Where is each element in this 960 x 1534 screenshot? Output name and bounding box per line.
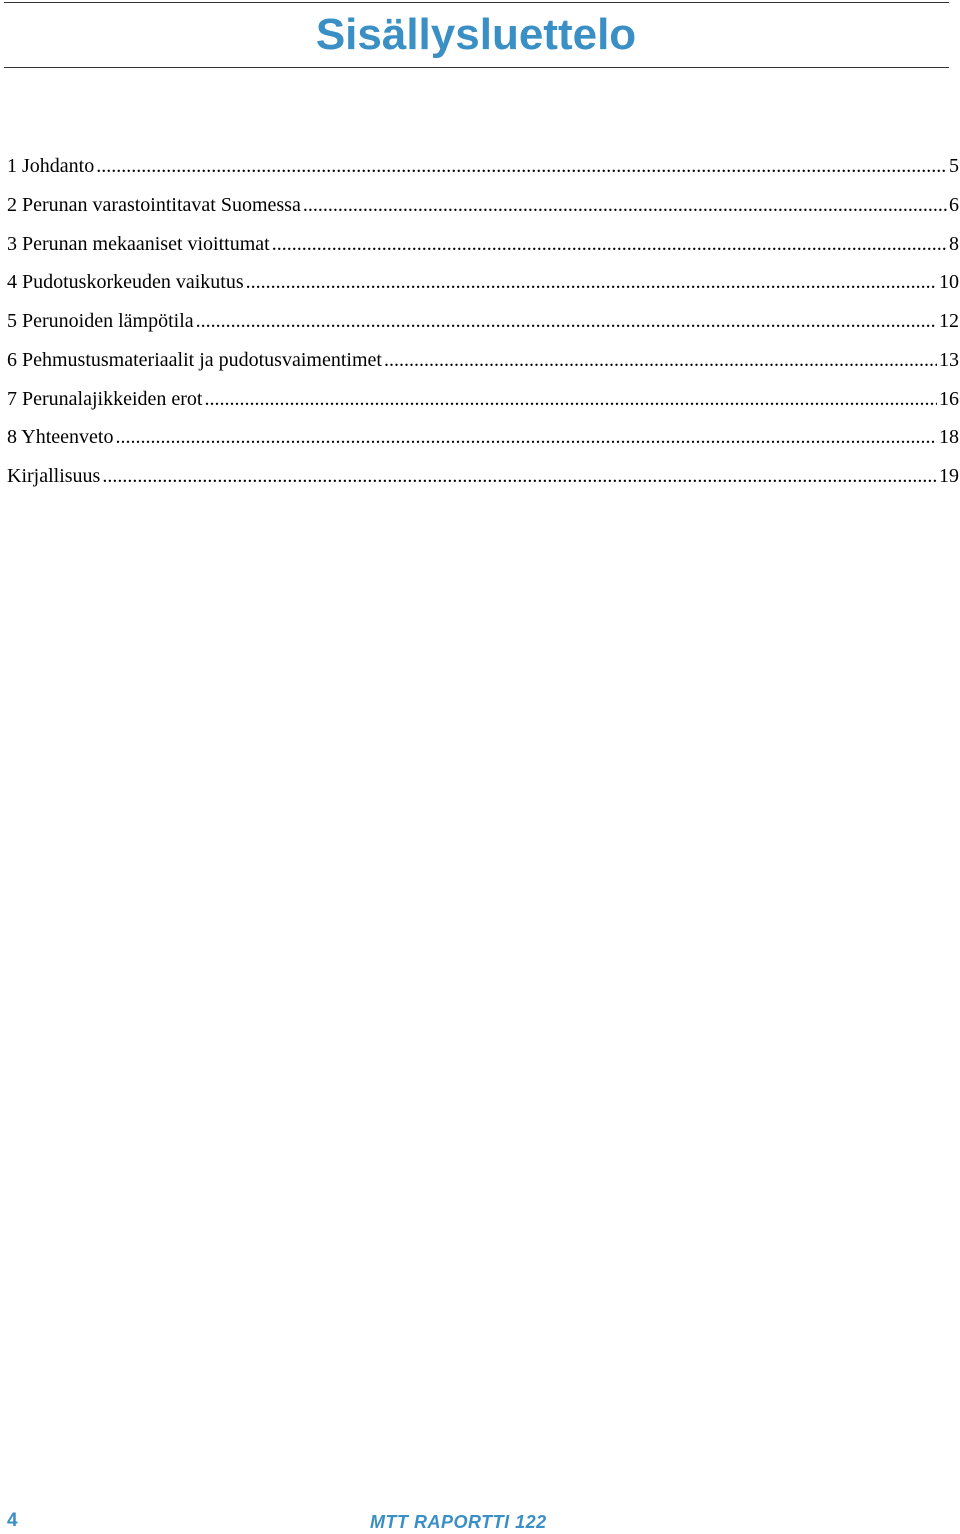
toc-dot-leader bbox=[96, 150, 947, 182]
toc-entry-label: Kirjallisuus bbox=[7, 465, 101, 487]
toc-entry-page: 18 bbox=[939, 426, 959, 449]
toc-entry-page: 10 bbox=[939, 271, 959, 294]
top-rule bbox=[4, 2, 949, 3]
toc-dot-leader bbox=[303, 189, 947, 221]
page-title: Sisällysluettelo bbox=[315, 10, 637, 59]
toc-entry-label: 7 Perunalajikkeiden erot bbox=[7, 387, 203, 410]
toc-entry-label: 3 Perunan mekaaniset vioittumat bbox=[7, 232, 270, 255]
table-of-contents bbox=[7, 150, 959, 499]
footer-series-title: MTT RAPORTTI 122 bbox=[370, 1512, 547, 1532]
toc-entry-label: 8 Yhteenveto bbox=[7, 426, 114, 449]
toc-entry-label: 4 Pudotuskorkeuden vaikutus bbox=[7, 271, 244, 294]
title-underline bbox=[4, 67, 949, 68]
toc-entry-page: 8 bbox=[949, 232, 959, 255]
toc-entry-page: 12 bbox=[939, 310, 959, 332]
toc-entry-page: 16 bbox=[939, 387, 959, 410]
toc-entry-label: 6 Pehmustusmateriaalit ja pudotusvaimentimet bbox=[7, 348, 382, 371]
toc-entry-pehmustusmateriaalit[interactable] bbox=[7, 344, 959, 383]
toc-entry-lajikkeiden-erot[interactable] bbox=[7, 383, 959, 422]
toc-entry-label: 5 Perunoiden lämpötila bbox=[7, 310, 194, 332]
toc-dot-leader bbox=[196, 305, 937, 337]
toc-dot-leader bbox=[246, 266, 937, 298]
toc-dot-leader bbox=[384, 344, 937, 376]
toc-dot-leader bbox=[102, 460, 937, 492]
toc-entry-page: 19 bbox=[939, 465, 959, 487]
toc-dot-leader bbox=[115, 421, 937, 453]
toc-entry-pudotuskorkeus[interactable] bbox=[7, 266, 959, 305]
toc-entry-lampotila[interactable] bbox=[7, 305, 959, 344]
footer-page-number: 4 bbox=[7, 1510, 18, 1531]
toc-entry-johdanto[interactable] bbox=[7, 150, 959, 189]
toc-entry-label: 1 Johdanto bbox=[7, 155, 95, 177]
toc-entry-mekaaniset-vioittumat[interactable] bbox=[7, 228, 959, 267]
toc-dot-leader bbox=[205, 383, 938, 415]
toc-entry-page: 6 bbox=[949, 193, 959, 216]
toc-entry-label: 2 Perunan varastointitavat Suomessa bbox=[7, 193, 301, 216]
toc-entry-varastointitavat[interactable] bbox=[7, 189, 959, 228]
toc-entry-yhteenveto[interactable] bbox=[7, 421, 959, 460]
toc-dot-leader bbox=[272, 228, 947, 260]
toc-entry-page: 5 bbox=[949, 155, 959, 177]
toc-entry-kirjallisuus[interactable] bbox=[7, 460, 959, 499]
toc-entry-page: 13 bbox=[939, 348, 959, 371]
